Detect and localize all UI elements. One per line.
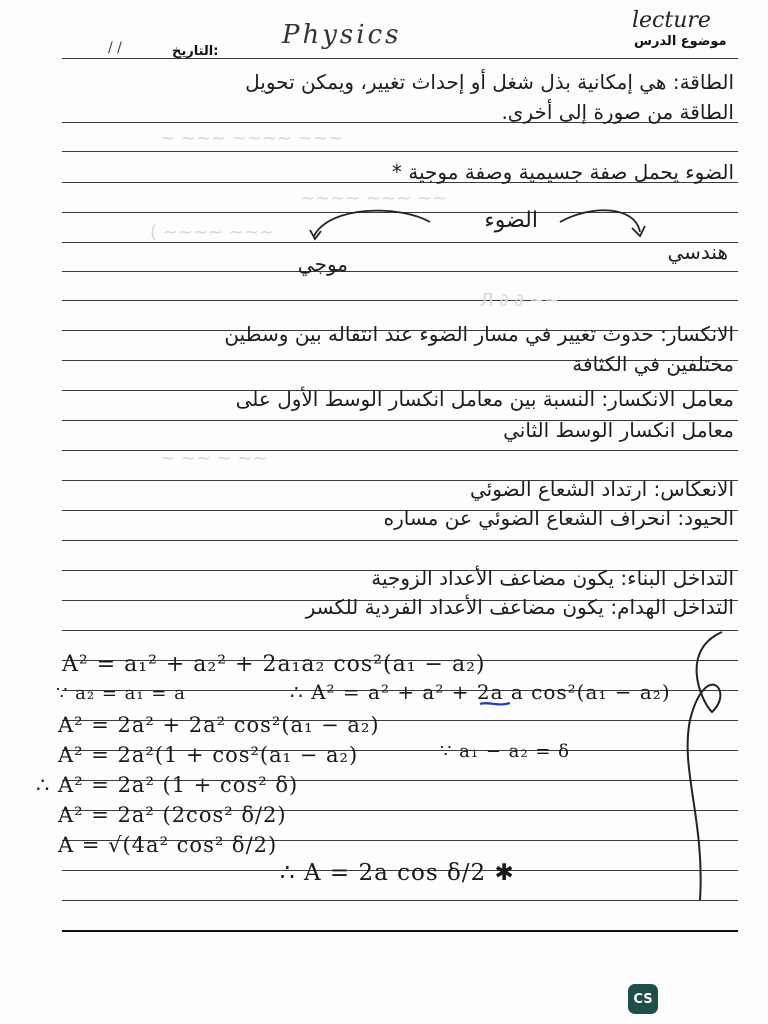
equation-substitution: ∴ A² = a² + a² + 2a a cos²(a₁ − a₂) — [290, 680, 671, 704]
geometric-optics: هندسي — [667, 240, 728, 264]
camscanner-logo: CS — [628, 984, 658, 1014]
topic-label: موضوع الدرس — [634, 34, 727, 49]
equation-phase-difference: ∵ a₁ − a₂ = δ — [440, 741, 570, 762]
subject-title: Physics — [282, 20, 402, 50]
equation-step-3: A² = 2a² + 2a² cos²(a₁ − a₂) — [58, 713, 380, 737]
date-label: التاريخ: — [172, 44, 219, 59]
refraction-definition-line2: مختلفين في الكثافة — [572, 352, 734, 376]
equation-step-4: A² = 2a²(1 + cos²(a₁ − a₂) — [58, 743, 359, 767]
bleed-through-mark: ~ ~~~ ~~~~ ~~~ — [160, 128, 344, 149]
bleed-through-mark: ~ ~~ ~ ~~ — [160, 448, 268, 469]
constructive-interference: التداخل البناء: يكون مضاعف الأعداد الزوجية — [371, 566, 734, 590]
lecture-label: lecture — [632, 8, 711, 33]
equation-step-7: A = √(4a² cos² δ/2) — [58, 833, 278, 857]
equation-equal-amplitudes: ∵ a₂ = a₁ = a — [56, 683, 186, 704]
equation-result: ∴ A = 2a cos δ/2 ✱ — [280, 860, 515, 886]
ink-correction-mark-icon — [480, 703, 510, 704]
energy-definition-line1: الطاقة: هي إمكانية بذل شغل أو إحداث تغيير، ويمكن تحويل — [245, 70, 734, 94]
bleed-through-mark: ( ~~~~ ~~~ — [150, 222, 275, 243]
reflection-definition: الانعكاس: ارتداد الشعاع الضوئي — [469, 477, 734, 501]
bleed-through-mark: Л ∂ ∂ ~~ — [480, 290, 560, 311]
equation-step-6: A² = 2a² (2cos² δ/2) — [58, 803, 287, 827]
light-dual-nature: الضوء يحمل صفة جسيمية وصفة موجية * — [391, 160, 734, 184]
refraction-definition-line1: الانكسار: حدوث تغيير في مسار الضوء عند انتقاله بين وسطين — [224, 322, 734, 346]
refractive-index-line1: معامل الانكسار: النسبة بين معامل انكسار الوسط الأول على — [235, 387, 734, 411]
branch-arrow-left-icon — [314, 211, 430, 236]
branch-arrow-right-icon — [560, 210, 640, 232]
equation-amplitude-general: A² = a₁² + a₂² + 2a₁a₂ cos²(a₁ − a₂) — [62, 652, 486, 677]
energy-definition-line2: الطاقة من صورة إلى أخرى. — [501, 100, 734, 124]
diffraction-definition: الحيود: انحراف الشعاع الضوئي عن مساره — [383, 506, 734, 530]
margin-scribble-icon — [688, 632, 722, 900]
date-value: / / — [108, 40, 122, 56]
destructive-interference: التداخل الهدام: يكون مضاعف الأعداد الفردية للكسر — [305, 595, 734, 619]
wave-optics: موجي — [297, 252, 348, 276]
equation-step-5: ∴ A² = 2a² (1 + cos² δ) — [36, 773, 299, 797]
light-label: الضوء — [484, 208, 538, 233]
refractive-index-line2: معامل انكسار الوسط الثاني — [503, 418, 734, 442]
bleed-through-mark: ~~~~ ~~~ ~~ — [300, 188, 448, 209]
